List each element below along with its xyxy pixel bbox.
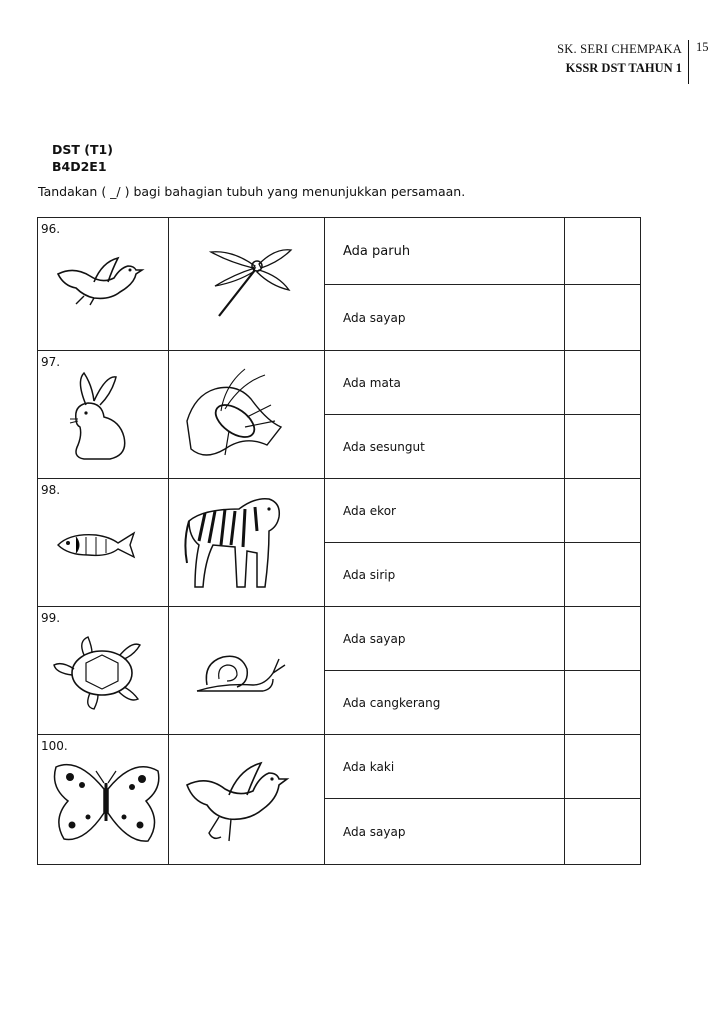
option-label: Ada mata — [325, 351, 565, 415]
answer-tick-box[interactable] — [565, 351, 641, 415]
option-label: Ada sayap — [325, 607, 565, 671]
question-number: 100. — [41, 739, 68, 753]
option-label: Ada sayap — [325, 799, 565, 865]
subject-code: DST (T1) — [52, 142, 113, 157]
answer-tick-box[interactable] — [565, 799, 641, 865]
animal-cell-a — [38, 351, 169, 479]
bird-icon — [54, 256, 146, 306]
standard-code: B4D2E1 — [52, 159, 107, 174]
option-label: Ada paruh — [325, 218, 565, 285]
turtle-icon — [50, 633, 146, 713]
animal-cell-b — [169, 735, 325, 865]
answer-tick-box[interactable] — [565, 218, 641, 285]
animal-cell-a — [38, 607, 169, 735]
instruction-text: Tandakan ( _/ ) bagi bahagian tubuh yang menunjukkan persamaan. — [38, 184, 466, 199]
answer-tick-box[interactable] — [565, 607, 641, 671]
option-label: Ada cangkerang — [325, 671, 565, 735]
question-number: 98. — [41, 483, 61, 497]
page-number: 15 — [696, 40, 709, 54]
snail-icon — [193, 649, 289, 695]
butterfly-icon — [48, 759, 164, 849]
answer-tick-box[interactable] — [565, 415, 641, 479]
option-label: Ada ekor — [325, 479, 565, 543]
dragonfly-icon — [205, 246, 295, 320]
tiger-icon — [183, 491, 287, 595]
question-number: 96. — [41, 222, 61, 236]
answer-tick-box[interactable] — [565, 479, 641, 543]
animal-cell-a — [38, 735, 169, 865]
option-label: Ada kaki — [325, 735, 565, 799]
school-name: SK. SERI CHEMPAKA — [557, 42, 682, 56]
answer-tick-box[interactable] — [565, 735, 641, 799]
option-label: Ada sayap — [325, 285, 565, 351]
answer-tick-box[interactable] — [565, 285, 641, 351]
answer-tick-box[interactable] — [565, 543, 641, 607]
question-table — [37, 217, 641, 865]
animal-cell-b — [169, 607, 325, 735]
cockroach-icon — [185, 365, 289, 465]
question-number: 99. — [41, 611, 61, 625]
subject-title: KSSR DST TAHUN 1 — [565, 61, 682, 75]
animal-cell-b — [169, 351, 325, 479]
animal-cell-a — [38, 218, 169, 351]
answer-tick-box[interactable] — [565, 671, 641, 735]
animal-cell-b — [169, 218, 325, 351]
animal-cell-a — [38, 479, 169, 607]
fish-icon — [56, 529, 136, 561]
school-header — [533, 40, 689, 84]
bird-icon — [183, 761, 295, 851]
question-number: 97. — [41, 355, 61, 369]
option-label: Ada sirip — [325, 543, 565, 607]
option-label: Ada sesungut — [325, 415, 565, 479]
animal-cell-b — [169, 479, 325, 607]
rabbit-icon — [66, 371, 132, 463]
